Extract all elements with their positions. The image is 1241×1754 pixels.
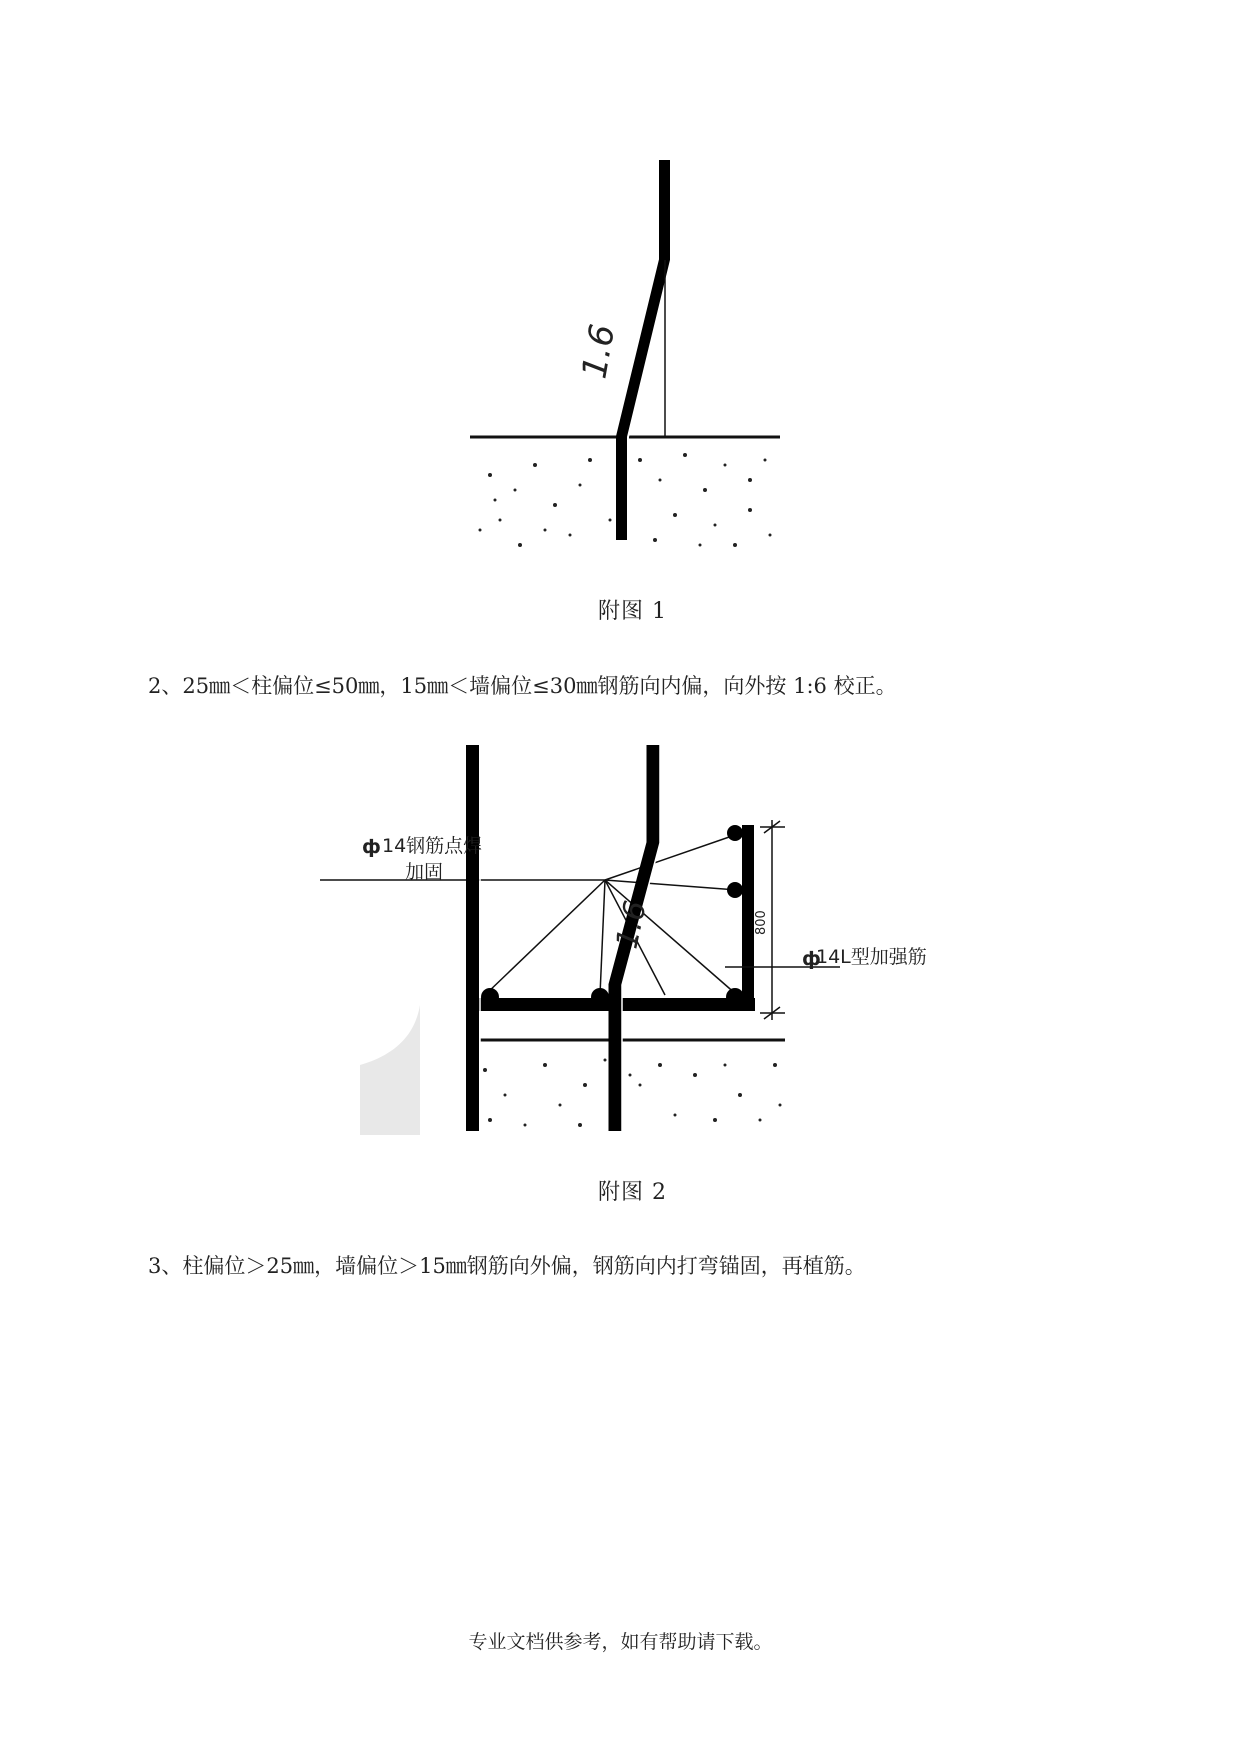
bracing-lines xyxy=(485,835,737,995)
diameter-symbol: ф xyxy=(802,948,821,970)
l-reinforcement-bar xyxy=(742,825,754,1011)
paragraph-2: 2、25㎜＜柱偏位≤50㎜，15㎜＜墙偏位≤30㎜钢筋向内偏，向外按 1:6 校正。 xyxy=(148,674,897,698)
slope-label: 1.6 xyxy=(574,321,624,382)
figure-1-diagram xyxy=(460,160,800,550)
diameter-symbol: ф xyxy=(362,836,381,858)
weld-label-line2: 加固 xyxy=(405,861,444,883)
figure-2-caption: 附图 2 xyxy=(598,1180,667,1205)
slope-label: 1.6 xyxy=(609,897,654,952)
figure-2-diagram xyxy=(320,745,940,1135)
reinforce-label: 14L型加强筋 xyxy=(816,946,927,968)
soil-texture xyxy=(483,1059,782,1128)
left-vertical-rebar xyxy=(466,745,479,1131)
page-footer: 专业文档供参考，如有帮助请下载。 xyxy=(468,1631,773,1653)
figure-1-caption: 附图 1 xyxy=(598,599,667,624)
weld-label-line1: 14钢筋点焊 xyxy=(382,835,483,857)
dimension-label: 800 xyxy=(754,910,769,935)
scan-shadow xyxy=(360,1005,420,1135)
paragraph-3: 3、柱偏位＞25㎜，墙偏位＞15㎜钢筋向外偏，钢筋向内打弯锚固，再植筋。 xyxy=(148,1254,866,1278)
